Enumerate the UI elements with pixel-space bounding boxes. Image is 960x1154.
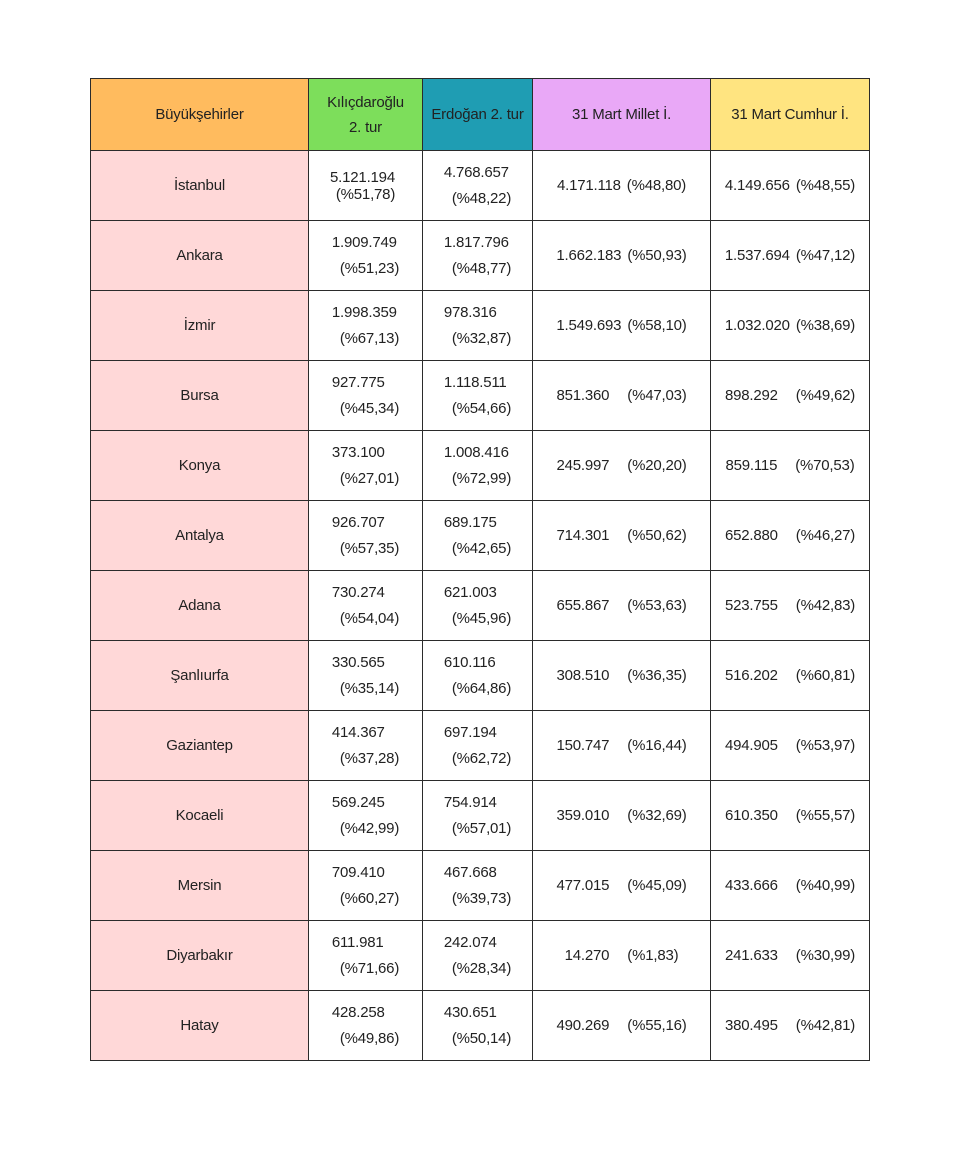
millet-votes: 490.269	[556, 1017, 610, 1034]
cumhur-cell	[711, 221, 870, 291]
erdogan-cell	[423, 361, 533, 431]
erdogan-percent: (%42,65)	[451, 539, 512, 557]
table-body	[91, 151, 870, 1061]
table-row	[91, 781, 870, 851]
millet-cell	[533, 781, 711, 851]
millet-votes: 308.510	[556, 667, 610, 684]
millet-votes: 359.010	[556, 807, 610, 824]
millet-votes: 1.549.693	[556, 317, 622, 334]
millet-percent: (%1,83)	[627, 947, 679, 964]
erdogan-percent: (%32,87)	[451, 329, 512, 347]
kilicdaroglu-percent: (%42,99)	[339, 819, 400, 837]
table-row	[91, 431, 870, 501]
cumhur-votes: 494.905	[724, 737, 778, 754]
millet-cell	[533, 991, 711, 1061]
kilicdaroglu-cell	[309, 921, 423, 991]
erdogan-votes: 978.316	[443, 303, 497, 321]
header-erdogan-2-tur: Erdoğan 2. tur	[423, 79, 533, 151]
kilicdaroglu-cell	[309, 221, 423, 291]
kilicdaroglu-percent: (%35,14)	[339, 679, 400, 697]
erdogan-value-wrap	[444, 930, 511, 982]
erdogan-votes: 4.768.657	[443, 163, 509, 181]
erdogan-percent: (%50,14)	[451, 1029, 512, 1047]
erdogan-votes: 697.194	[443, 723, 497, 741]
table-row	[91, 151, 870, 221]
kilicdaroglu-value-wrap	[332, 650, 399, 702]
cumhur-percent: (%47,12)	[795, 247, 856, 264]
city-cell: İzmir	[91, 291, 309, 361]
cumhur-value-wrap	[725, 527, 855, 544]
millet-votes: 245.997	[556, 457, 610, 474]
cumhur-cell	[711, 291, 870, 361]
erdogan-votes: 621.003	[443, 583, 497, 601]
millet-value-wrap	[556, 737, 686, 754]
erdogan-value-wrap	[444, 650, 511, 702]
cumhur-value-wrap	[726, 457, 855, 474]
kilicdaroglu-percent: (%57,35)	[339, 539, 400, 557]
kilicdaroglu-percent: (%37,28)	[339, 749, 400, 767]
kilicdaroglu-cell	[309, 851, 423, 921]
cumhur-value-wrap	[725, 667, 855, 684]
city-cell: Şanlıurfa	[91, 641, 309, 711]
erdogan-percent: (%54,66)	[451, 399, 512, 417]
kilicdaroglu-percent: (%27,01)	[339, 469, 400, 487]
millet-percent: (%50,62)	[627, 527, 687, 544]
kilicdaroglu-value-wrap	[332, 300, 399, 352]
cumhur-votes: 516.202	[724, 667, 778, 684]
kilicdaroglu-value-wrap	[330, 169, 401, 203]
millet-percent: (%53,63)	[627, 597, 687, 614]
kilicdaroglu-percent: (%51,78)	[335, 185, 396, 203]
table-row	[91, 641, 870, 711]
millet-percent: (%36,35)	[627, 667, 687, 684]
cumhur-value-wrap	[725, 177, 855, 194]
erdogan-votes: 689.175	[443, 513, 497, 531]
erdogan-cell	[423, 501, 533, 571]
kilicdaroglu-percent: (%71,66)	[339, 959, 400, 977]
header-kilicdaroglu-2-tur	[309, 79, 423, 151]
millet-percent: (%32,69)	[627, 807, 687, 824]
millet-votes: 1.662.183	[556, 247, 622, 264]
erdogan-value-wrap	[444, 1000, 511, 1052]
cumhur-cell	[711, 501, 870, 571]
erdogan-value-wrap	[444, 790, 511, 842]
cumhur-cell	[711, 641, 870, 711]
kilicdaroglu-value-wrap	[332, 720, 399, 772]
table-row	[91, 501, 870, 571]
erdogan-percent: (%48,22)	[451, 189, 512, 207]
millet-value-wrap	[556, 317, 686, 334]
kilicdaroglu-value-wrap	[332, 580, 399, 632]
cumhur-percent: (%30,99)	[795, 947, 856, 964]
erdogan-value-wrap	[444, 440, 511, 492]
kilicdaroglu-votes: 5.121.194	[330, 168, 395, 186]
cumhur-votes: 4.149.656	[724, 177, 790, 194]
erdogan-cell	[423, 641, 533, 711]
erdogan-cell	[423, 571, 533, 641]
table-header	[91, 79, 870, 151]
kilicdaroglu-value-wrap	[332, 860, 399, 912]
cumhur-value-wrap	[725, 387, 855, 404]
cumhur-cell	[711, 711, 870, 781]
kilicdaroglu-votes: 709.410	[331, 863, 385, 881]
kilicdaroglu-votes: 730.274	[331, 583, 385, 601]
city-cell: Gaziantep	[91, 711, 309, 781]
erdogan-value-wrap	[444, 300, 511, 352]
erdogan-cell	[423, 991, 533, 1061]
kilicdaroglu-percent: (%67,13)	[339, 329, 400, 347]
erdogan-cell	[423, 291, 533, 361]
kilicdaroglu-cell	[309, 781, 423, 851]
kilicdaroglu-percent: (%49,86)	[339, 1029, 400, 1047]
cumhur-cell	[711, 431, 870, 501]
city-cell: Konya	[91, 431, 309, 501]
erdogan-cell	[423, 431, 533, 501]
millet-votes: 14.270	[564, 947, 610, 964]
cumhur-cell	[711, 571, 870, 641]
table-row	[91, 711, 870, 781]
cumhur-percent: (%48,55)	[795, 177, 856, 194]
cumhur-cell	[711, 151, 870, 221]
cumhur-cell	[711, 921, 870, 991]
cumhur-votes: 433.666	[724, 877, 778, 894]
cumhur-percent: (%60,81)	[795, 667, 856, 684]
kilicdaroglu-cell	[309, 571, 423, 641]
millet-cell	[533, 361, 711, 431]
erdogan-votes: 467.668	[443, 863, 497, 881]
cumhur-percent: (%42,81)	[795, 1017, 856, 1034]
millet-value-wrap	[556, 457, 686, 474]
cumhur-votes: 610.350	[724, 807, 778, 824]
cumhur-percent: (%53,97)	[795, 737, 856, 754]
city-cell: İstanbul	[91, 151, 309, 221]
city-cell: Mersin	[91, 851, 309, 921]
kilicdaroglu-value-wrap	[332, 230, 399, 282]
table-row	[91, 571, 870, 641]
erdogan-votes: 1.817.796	[443, 233, 509, 251]
millet-value-wrap	[556, 807, 686, 824]
cumhur-cell	[711, 361, 870, 431]
millet-cell	[533, 571, 711, 641]
millet-value-wrap	[556, 527, 686, 544]
erdogan-percent: (%62,72)	[451, 749, 512, 767]
kilicdaroglu-votes: 1.998.359	[331, 303, 397, 321]
millet-value-wrap	[565, 947, 679, 964]
millet-votes: 150.747	[556, 737, 610, 754]
erdogan-value-wrap	[444, 580, 511, 632]
cumhur-value-wrap	[725, 597, 855, 614]
kilicdaroglu-cell	[309, 991, 423, 1061]
table-row	[91, 221, 870, 291]
erdogan-percent: (%45,96)	[451, 609, 512, 627]
erdogan-percent: (%39,73)	[451, 889, 512, 907]
millet-value-wrap	[556, 597, 686, 614]
erdogan-cell	[423, 151, 533, 221]
erdogan-percent: (%64,86)	[451, 679, 512, 697]
header-31-mart-millet: 31 Mart Millet İ.	[533, 79, 711, 151]
erdogan-votes: 610.116	[443, 653, 496, 671]
kilicdaroglu-value-wrap	[332, 790, 399, 842]
cumhur-votes: 380.495	[724, 1017, 778, 1034]
city-cell: Ankara	[91, 221, 309, 291]
millet-votes: 714.301	[556, 527, 610, 544]
kilicdaroglu-value-wrap	[332, 370, 399, 422]
header-cities: Büyükşehirler	[91, 79, 309, 151]
cumhur-value-wrap	[725, 877, 855, 894]
city-cell: Adana	[91, 571, 309, 641]
erdogan-votes: 754.914	[443, 793, 497, 811]
cumhur-value-wrap	[725, 317, 855, 334]
cumhur-value-wrap	[725, 247, 855, 264]
erdogan-value-wrap	[444, 160, 511, 212]
kilicdaroglu-votes: 330.565	[331, 653, 385, 671]
erdogan-percent: (%28,34)	[451, 959, 512, 977]
millet-percent: (%20,20)	[627, 457, 687, 474]
table-row	[91, 361, 870, 431]
city-cell: Hatay	[91, 991, 309, 1061]
cumhur-votes: 859.115	[725, 457, 778, 474]
cumhur-cell	[711, 991, 870, 1061]
city-cell: Diyarbakır	[91, 921, 309, 991]
kilicdaroglu-value-wrap	[332, 510, 399, 562]
table-row	[91, 991, 870, 1061]
erdogan-votes: 430.651	[443, 1003, 497, 1021]
erdogan-value-wrap	[444, 720, 511, 772]
erdogan-cell	[423, 781, 533, 851]
erdogan-value-wrap	[444, 230, 511, 282]
kilicdaroglu-votes: 569.245	[331, 793, 385, 811]
millet-value-wrap	[556, 387, 686, 404]
millet-votes: 655.867	[556, 597, 610, 614]
kilicdaroglu-value-wrap	[332, 930, 399, 982]
kilicdaroglu-votes: 927.775	[331, 373, 385, 391]
kilicdaroglu-cell	[309, 501, 423, 571]
erdogan-percent: (%48,77)	[451, 259, 512, 277]
millet-cell	[533, 501, 711, 571]
millet-value-wrap	[556, 247, 686, 264]
erdogan-votes: 242.074	[443, 933, 497, 951]
millet-votes: 4.171.118	[556, 177, 621, 194]
kilicdaroglu-votes: 926.707	[331, 513, 385, 531]
millet-value-wrap	[556, 877, 686, 894]
city-cell: Bursa	[91, 361, 309, 431]
millet-cell	[533, 151, 711, 221]
cumhur-value-wrap	[725, 807, 855, 824]
city-cell: Antalya	[91, 501, 309, 571]
header-row	[91, 79, 870, 151]
erdogan-cell	[423, 851, 533, 921]
erdogan-value-wrap	[444, 370, 511, 422]
millet-cell	[533, 921, 711, 991]
millet-value-wrap	[556, 667, 686, 684]
kilicdaroglu-percent: (%45,34)	[339, 399, 400, 417]
millet-percent: (%50,93)	[627, 247, 687, 264]
cumhur-percent: (%46,27)	[795, 527, 856, 544]
millet-value-wrap	[556, 1017, 686, 1034]
millet-votes: 851.360	[556, 387, 610, 404]
millet-percent: (%55,16)	[627, 1017, 687, 1034]
cumhur-cell	[711, 781, 870, 851]
erdogan-value-wrap	[444, 860, 511, 912]
table-row	[91, 921, 870, 991]
kilicdaroglu-cell	[309, 291, 423, 361]
millet-cell	[533, 221, 711, 291]
cumhur-value-wrap	[725, 737, 855, 754]
erdogan-value-wrap	[444, 510, 511, 562]
table-row	[91, 851, 870, 921]
erdogan-percent: (%72,99)	[451, 469, 512, 487]
millet-percent: (%47,03)	[627, 387, 687, 404]
results-table	[90, 78, 870, 1061]
header-kilicdaroglu-label: Kılıçdaroğlu 2. tur	[327, 93, 404, 136]
cumhur-votes: 898.292	[724, 387, 778, 404]
kilicdaroglu-value-wrap	[332, 440, 399, 492]
cumhur-votes: 523.755	[724, 597, 778, 614]
millet-percent: (%45,09)	[627, 877, 687, 894]
kilicdaroglu-percent: (%60,27)	[339, 889, 400, 907]
erdogan-cell	[423, 221, 533, 291]
erdogan-cell	[423, 711, 533, 781]
kilicdaroglu-cell	[309, 361, 423, 431]
kilicdaroglu-cell	[309, 711, 423, 781]
cumhur-percent: (%49,62)	[795, 387, 856, 404]
kilicdaroglu-percent: (%54,04)	[339, 609, 400, 627]
kilicdaroglu-votes: 611.981	[331, 933, 384, 951]
cumhur-value-wrap	[725, 947, 855, 964]
kilicdaroglu-percent: (%51,23)	[339, 259, 400, 277]
kilicdaroglu-value-wrap	[332, 1000, 399, 1052]
kilicdaroglu-votes: 428.258	[331, 1003, 385, 1021]
erdogan-cell	[423, 921, 533, 991]
millet-votes: 477.015	[556, 877, 610, 894]
cumhur-votes: 241.633	[724, 947, 778, 964]
millet-cell	[533, 711, 711, 781]
millet-percent: (%58,10)	[627, 317, 687, 334]
cumhur-percent: (%70,53)	[795, 457, 855, 474]
erdogan-percent: (%57,01)	[451, 819, 512, 837]
kilicdaroglu-cell	[309, 431, 423, 501]
kilicdaroglu-votes: 414.367	[331, 723, 385, 741]
erdogan-votes: 1.118.511	[443, 373, 507, 391]
millet-cell	[533, 851, 711, 921]
cumhur-percent: (%42,83)	[795, 597, 856, 614]
kilicdaroglu-votes: 373.100	[331, 443, 385, 461]
cumhur-votes: 652.880	[724, 527, 778, 544]
millet-value-wrap	[557, 177, 686, 194]
kilicdaroglu-cell	[309, 641, 423, 711]
cumhur-percent: (%38,69)	[795, 317, 856, 334]
erdogan-votes: 1.008.416	[443, 443, 509, 461]
cumhur-percent: (%40,99)	[795, 877, 856, 894]
millet-percent: (%16,44)	[627, 737, 687, 754]
cumhur-cell	[711, 851, 870, 921]
kilicdaroglu-cell	[309, 151, 423, 221]
cumhur-percent: (%55,57)	[795, 807, 856, 824]
kilicdaroglu-votes: 1.909.749	[331, 233, 397, 251]
millet-cell	[533, 291, 711, 361]
table-row	[91, 291, 870, 361]
cumhur-votes: 1.537.694	[724, 247, 790, 264]
millet-percent: (%48,80)	[626, 177, 687, 194]
header-31-mart-cumhur: 31 Mart Cumhur İ.	[711, 79, 870, 151]
cumhur-value-wrap	[725, 1017, 855, 1034]
millet-cell	[533, 431, 711, 501]
millet-cell	[533, 641, 711, 711]
city-cell: Kocaeli	[91, 781, 309, 851]
cumhur-votes: 1.032.020	[724, 317, 790, 334]
